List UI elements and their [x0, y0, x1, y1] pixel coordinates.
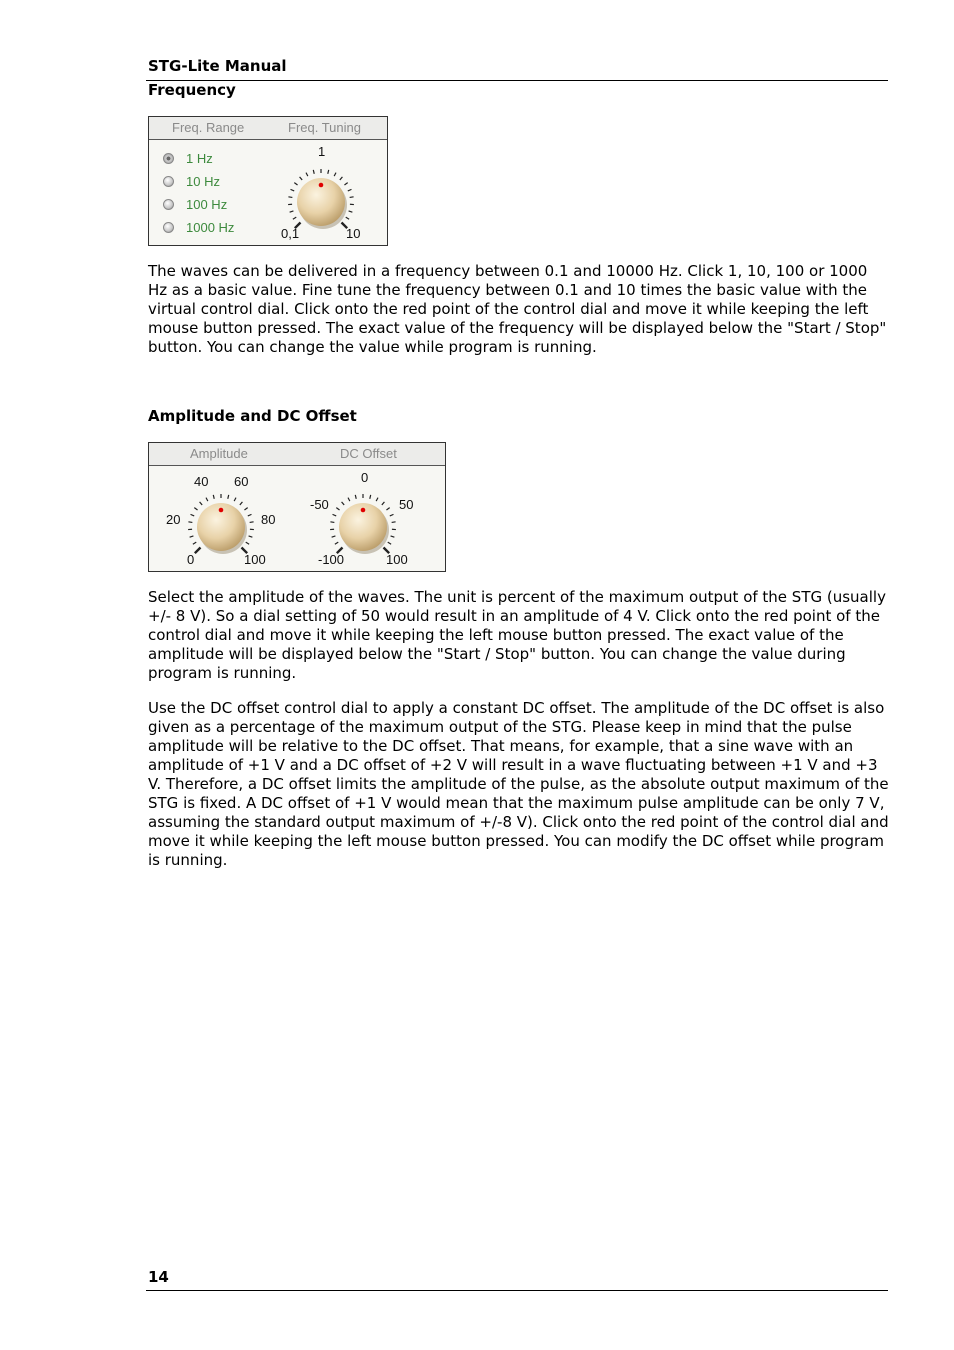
- dial-tick: [346, 217, 349, 219]
- dial-tick: [290, 211, 294, 212]
- dial-tick: [335, 542, 338, 544]
- frequency-panel: [148, 116, 388, 246]
- dial-tick: [340, 177, 343, 180]
- dial-tick: [328, 170, 329, 174]
- dial-tick: [234, 498, 236, 502]
- dial-tick: [190, 536, 194, 537]
- dial-tick: [191, 514, 195, 516]
- dial-tick: [344, 183, 347, 185]
- frequency-paragraph: The waves can be delivered in a frequency between 0.1 and 10000 Hz. Click 1, 10, 100 or 1000 Hz as a basic value. Fine tune the frequency between 0.1 and 10 times the basic value with the virtual control dial. Click onto the red point of the control dial and move it while keeping the left mouse button pressed. The exact value of the frequency will be displayed below the "Start / Stop" button. You can change the value while program is running.: [148, 262, 887, 356]
- dial-tick: [348, 189, 352, 191]
- dial-tick: [206, 498, 208, 502]
- dial-tick: [330, 522, 334, 523]
- dc-label-neg50: -50: [310, 497, 329, 512]
- amplitude-panel-body: [149, 466, 445, 571]
- radio-label: 10 Hz: [186, 173, 220, 189]
- amplitude-heading: Amplitude and DC Offset: [148, 407, 357, 425]
- dial-tick: [370, 495, 371, 499]
- dial-tick: [248, 514, 252, 516]
- dial-tick: [200, 502, 203, 505]
- dial-red-point[interactable]: [361, 508, 366, 513]
- dial-tick: [333, 514, 337, 516]
- dial-tick: [294, 183, 297, 185]
- dial-tick: [188, 522, 192, 523]
- amp-label-80: 80: [261, 512, 276, 527]
- dial-tick: [194, 508, 197, 510]
- dial-label-top: 1: [318, 144, 326, 159]
- dial-tick: [246, 542, 249, 544]
- dial-tick: [250, 522, 254, 523]
- dial-tick: [336, 508, 339, 510]
- footer-rule: [146, 1290, 888, 1291]
- dial-tick: [288, 197, 292, 198]
- amplitude-header: Amplitude: [190, 446, 248, 461]
- dial-tick: [350, 197, 354, 198]
- dial-tick: [382, 502, 385, 505]
- page-number: 14: [148, 1268, 169, 1286]
- dc-offset-header: DC Offset: [340, 446, 397, 461]
- dial-tick: [392, 522, 396, 523]
- frequency-heading: Frequency: [148, 81, 236, 99]
- dial-tick: [386, 508, 389, 510]
- amp-label-60: 60: [234, 474, 249, 489]
- amplitude-panel: [148, 442, 446, 572]
- frequency-panel-body: [149, 140, 387, 245]
- dial-tick: [300, 177, 303, 180]
- dial-tick: [355, 495, 356, 499]
- dial-red-point[interactable]: [219, 508, 224, 513]
- dial-tick: [376, 498, 378, 502]
- manual-title: STG-Lite Manual: [148, 57, 287, 75]
- dc-label-pos100: 100: [386, 552, 408, 567]
- amp-label-40: 40: [194, 474, 209, 489]
- dial-tick: [244, 508, 247, 510]
- dial-label-min: 0,1: [281, 226, 300, 241]
- dial-tick: [193, 542, 196, 544]
- dial-tick: [240, 502, 243, 505]
- amp-label-100: 100: [244, 552, 266, 567]
- dial-tick: [391, 536, 395, 537]
- frequency-panel-header: [149, 117, 387, 140]
- dial-tick: [228, 495, 229, 499]
- dial-tick: [213, 495, 214, 499]
- dial-tick: [249, 536, 253, 537]
- dial-label-max: 10: [346, 226, 361, 241]
- dc-label-pos50: 50: [399, 497, 414, 512]
- header-rule: [146, 80, 888, 81]
- dial-tick: [291, 189, 295, 191]
- dial-tick: [342, 502, 345, 505]
- amplitude-paragraph: Select the amplitude of the waves. The unit is percent of the maximum output of the STG (usually +/- 8 V). So a dial setting of 50 would result in an amplitude of 4 V. Click onto the red point of the control dial and move it while keeping the left mouse button pressed. The exact value of the amplitude will be displayed below the "Start / Stop" button. You can change the value during program is running.: [148, 588, 886, 682]
- dc-label-neg100: -100: [318, 552, 345, 567]
- dial-tick: [348, 498, 350, 502]
- dial-tick: [334, 173, 336, 177]
- dial-tick: [313, 170, 314, 174]
- dial-tick: [195, 548, 201, 554]
- freq-tuning-header: Freq. Tuning: [288, 120, 361, 135]
- freq-range-header: Freq. Range: [172, 120, 245, 135]
- dial-tick: [390, 514, 394, 516]
- dial-tick: [306, 173, 308, 177]
- dial-tick: [388, 542, 391, 544]
- dc-label-0: 0: [361, 470, 369, 485]
- dial-tick: [349, 211, 353, 212]
- radio-label: 1000 Hz: [186, 219, 235, 235]
- radio-label: 1 Hz: [186, 150, 213, 166]
- amp-label-20: 20: [166, 512, 181, 527]
- radio-label: 100 Hz: [186, 196, 228, 212]
- dial-tick: [293, 217, 296, 219]
- dial-red-point[interactable]: [319, 183, 324, 188]
- amp-label-0: 0: [187, 552, 195, 567]
- dc-offset-paragraph: Use the DC offset control dial to apply a constant DC offset. The amplitude of the DC offset is also given as a percentage of the maximum output of the STG. Please keep in mind that the pulse amplitude will be relative to the DC offset. That means, for example, that a sine wave with an amplitude of +1 V and a DC offset of +2 V will result in a wave fluctuating between +1 V and +3 V. Therefore, a DC offset limits the amplitude of the pulse, as the absolute output maximum of the STG is fixed. A DC offset of +1 V would mean that the maximum pulse amplitude can be only 7 V, assuming the standard output maximum of +/-8 V). Click onto the red point of the control dial and move it while keeping the left mouse button pressed. You can modify the DC offset while program is running.: [148, 699, 889, 869]
- dial-tick: [332, 536, 336, 537]
- amplitude-panel-header: [149, 443, 445, 466]
